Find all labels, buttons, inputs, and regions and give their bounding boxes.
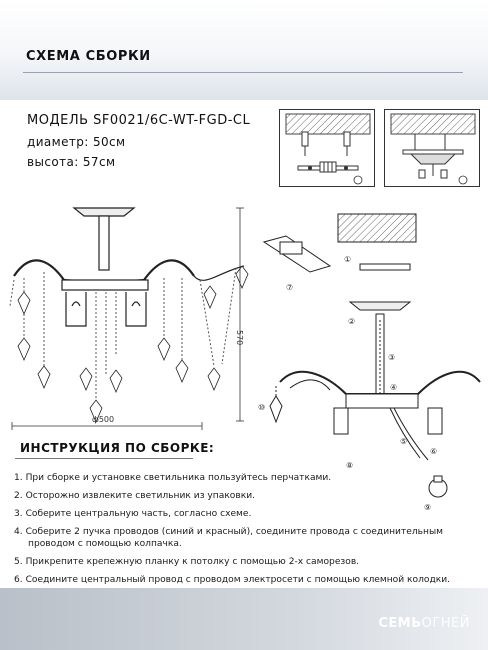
marker-1: ①	[344, 255, 352, 264]
mount-detail-box-a	[279, 109, 375, 187]
marker-2: ②	[348, 317, 356, 326]
mount-detail-box-b	[384, 109, 480, 187]
height-label: высота: 57см	[27, 155, 116, 169]
model-label: МОДЕЛЬ SF0021/6C-WT-FGD-CL	[27, 113, 251, 128]
instruction-step-4-line-1: 4. Соберите 2 пучка проводов (синий и красный), соедините провода с соединительным	[14, 527, 444, 537]
header-divider	[23, 72, 463, 73]
page-title: СХЕМА СБОРКИ	[26, 49, 151, 64]
instruction-step-4-line-2: проводом с помощью колпачка.	[28, 539, 182, 549]
instruction-step-5: 5. Прикрепите крепежную планку к потолку с помощью 2-х саморезов.	[14, 557, 360, 567]
chandelier-front-drawing	[4, 196, 264, 436]
mount-detail-drawing-a	[280, 110, 376, 188]
brand-logo-bold: СЕМЬ	[378, 616, 422, 631]
marker-6: ⑥	[430, 447, 438, 456]
marker-10: ⑩	[258, 403, 266, 412]
mount-detail-drawing-b	[385, 110, 481, 188]
instructions-list	[14, 472, 484, 592]
instruction-step-3: 3. Соберите центральную часть, согласно схеме.	[14, 509, 252, 519]
diameter-label: диаметр: 50см	[27, 135, 126, 149]
marker-4: ④	[390, 383, 398, 392]
instruction-step-1: 1. При сборке и установке светильника пользуйтесь перчатками.	[14, 473, 332, 483]
brand-logo-light: ОГНЕЙ	[421, 616, 470, 631]
marker-8: ⑧	[346, 461, 354, 470]
marker-9: ⑨	[424, 503, 432, 512]
instruction-step-6: 6. Соедините центральный провод с проводом электросети с помощью клемной колодки.	[14, 575, 451, 585]
exploded-assembly-drawing	[250, 210, 484, 515]
marker-3: ③	[388, 353, 396, 362]
marker-7: ⑦	[286, 283, 294, 292]
instructions-divider	[15, 458, 193, 459]
instruction-step-4	[14, 526, 484, 550]
instruction-step-2: 2. Осторожно извлеките светильник из упаковки.	[14, 491, 256, 501]
height-dimension-label: 570	[235, 330, 244, 346]
brand-logo	[378, 616, 470, 631]
marker-5: ⑤	[400, 437, 408, 446]
instructions-title: ИНСТРУКЦИЯ ПО СБОРКЕ:	[20, 441, 215, 455]
diameter-dimension-label: ф500	[92, 415, 115, 424]
